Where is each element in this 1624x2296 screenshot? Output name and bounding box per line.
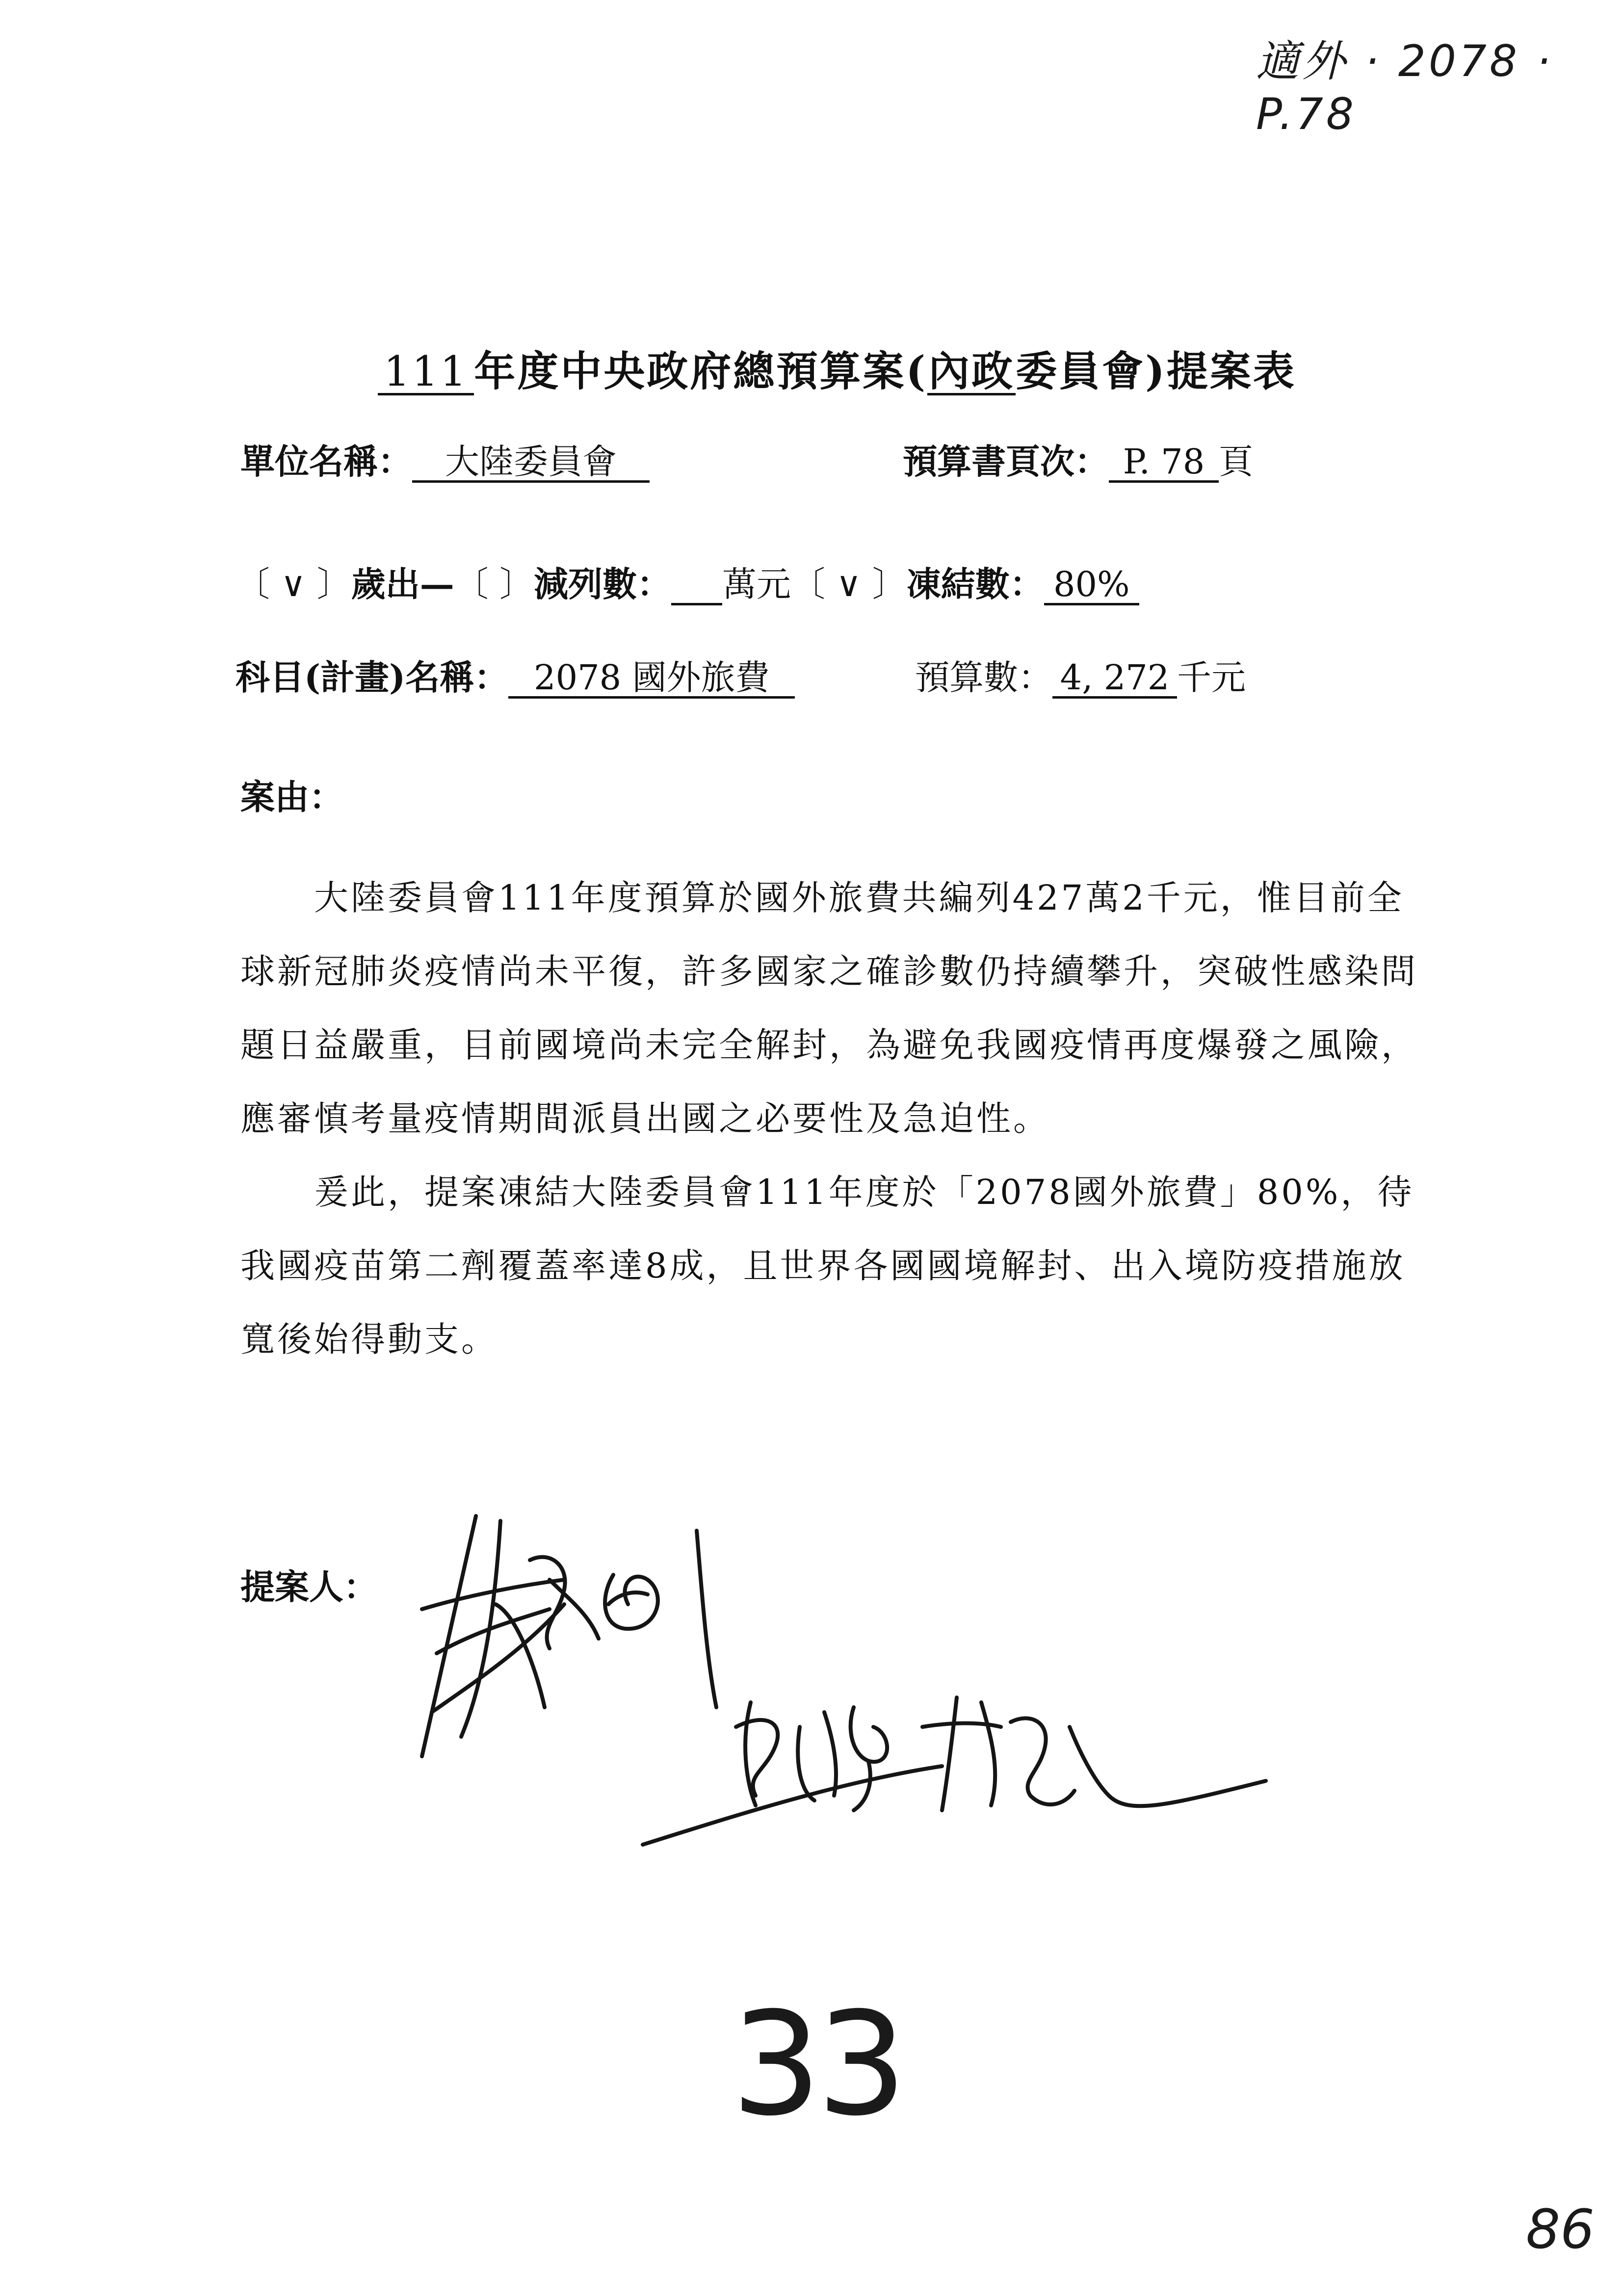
unit-value: 大陸委員會	[412, 444, 650, 483]
top-annotation: 適外 · 2078 · P.78	[1256, 36, 1553, 139]
unit-label: 單位名稱：	[240, 441, 412, 482]
reason-paragraph-2: 爰此，提案凍結大陸委員會111年度於「2078國外旅費」80%，待我國疫苗第二劑覆蓋率達8成，且世界各國國境解封、出入境防疫措施放寬後始得動支。	[240, 1172, 1414, 1359]
proposer-label: 提案人：	[240, 1566, 378, 1607]
subject-row	[236, 657, 795, 699]
title-text-b: 委員會)提案表	[1016, 347, 1296, 395]
subject-value: 2078 國外旅費	[508, 660, 795, 699]
budget-row	[915, 657, 1246, 699]
freeze-checkbox: 〔 ∨ 〕	[791, 564, 907, 604]
page-value: P. 78	[1109, 444, 1219, 483]
title-committee: 內政	[928, 347, 1015, 395]
title-year: 111	[378, 350, 474, 395]
page-title	[378, 339, 1296, 398]
page-label: 預算書頁次：	[903, 441, 1109, 482]
expense-checkbox: 〔 ∨ 〕	[236, 564, 351, 604]
reduce-blank	[671, 573, 722, 605]
page-suffix: 頁	[1219, 442, 1253, 482]
page-row	[903, 441, 1253, 483]
freeze-value: 80%	[1044, 567, 1139, 605]
subject-label: 科目(計畫)名稱：	[236, 657, 509, 698]
reason-paragraph-1: 大陸委員會111年度預算於國外旅費共編列427萬2千元，惟目前全球新冠肺炎疫情尚未平復，許多國家之確診數仍持續攀升，突破性感染問題日益嚴重，目前國境尚未完全解封，為避免我國疫情再度爆發之風險，應審慎考量疫情期間派員出國之必要性及急迫性。	[240, 878, 1418, 1139]
reduce-unit: 萬元	[722, 564, 791, 604]
budget-label: 預算數：	[915, 657, 1052, 698]
signature-2	[638, 1683, 1276, 1859]
freeze-label: 凍結數：	[906, 564, 1044, 604]
title-text-a: 年度中央政府總預算案(	[474, 347, 928, 395]
reason-heading: 案由：	[240, 777, 343, 817]
budget-value: 4, 272	[1052, 660, 1177, 699]
budget-unit: 千元	[1177, 657, 1246, 698]
reduce-label: 減列數：	[534, 564, 672, 604]
corner-number: 86	[1526, 2198, 1595, 2261]
options-row	[236, 564, 1139, 605]
reduce-checkbox: 〔 〕	[454, 564, 534, 604]
expense-label: 歲出—	[351, 564, 454, 604]
unit-row	[240, 441, 650, 483]
stamp-number: 33	[731, 1982, 903, 2147]
